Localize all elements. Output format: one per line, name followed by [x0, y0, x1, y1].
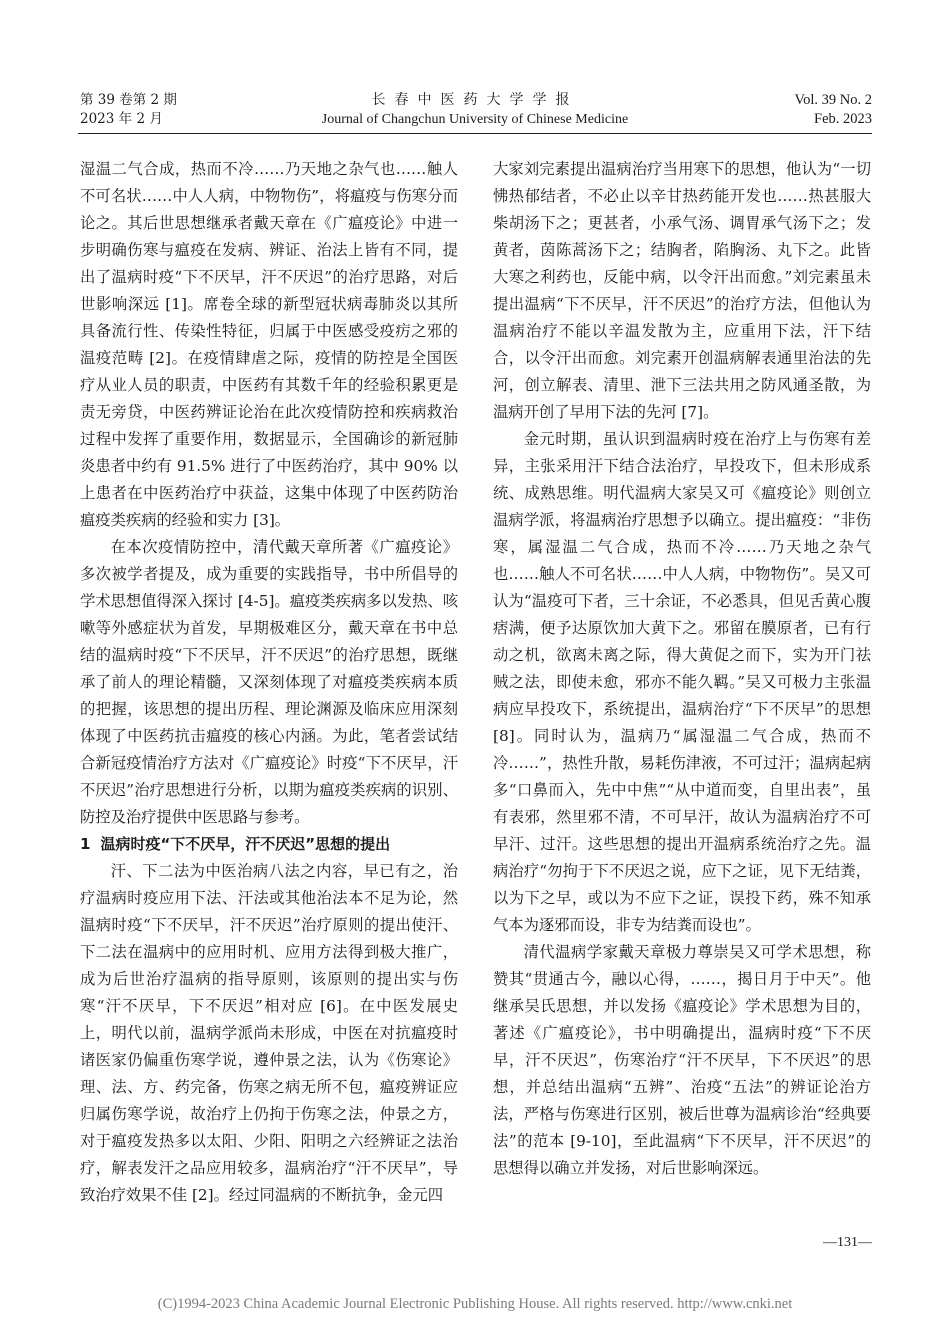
journal-title-cn: 长春中医药大学学报	[371, 92, 579, 108]
header-divider	[78, 133, 872, 134]
paragraph: 金元时期，虽认识到温病时疫在治疗上与伤寒有差异，主张采用汗下结合法治疗，早投攻下，但未形成系统、成熟思维。明代温病大家吴又可《瘟疫论》则创立温病学派，将温病治疗思想予以确立。提出瘟疫：“非伤寒，属湿温二气合成，热而不冷……乃天地之杂气也……触人不可名状……中人人病，中物物伤”。吴又可认为“温疫可下者，三十余证，不必悉具，但见舌黄心腹痞满，便予达原饮加大黄下之。邪留在膜原者，已有行动之机，欲离未离之际，得大黄促之而下，实为开门祛贼之法，即使未愈，邪亦不能久羁。”吴又可极力主张温病应早投攻下，系统提出，温病治疗“下不厌早”的思想 [8]。同时认为，温病乃“属湿温二气合成，热而不冷……”，热性升散，易耗伤津液，不可过汗；温病起病多“口鼻而入，先中中焦”“从中道而变，自里出表”，虽有表邪，然里邪不清，不可早汗，故认为温病治疗不可早汗、过汗。这些思想的提出开温病系统治疗之先。温病治疗“勿拘于下不厌迟之说，应下之证，见下无结粪，以为下之早，或以为不应下之证，误投下药，殊不知承气本为逐邪而设，非专为结粪而设也”。	[493, 430, 871, 934]
volume-issue-en: Vol. 39 No. 2	[794, 92, 872, 108]
paragraph: 在本次疫情防控中，清代戴天章所著《广瘟疫论》多次被学者提及，成为重要的实践指导，书中所倡导的学术思想值得深入探讨 [4-5]。瘟疫类疾病多以发热、咳嗽等外感症状为首发，早期极难区分，戴天章在书中总结的温病时疫“下不厌早，汗不厌迟”的治疗思想，既继承了前人的理论精髓，又深刻体现了对瘟疫类疾病本质的把握，该思想的提出历程、理论渊源及临床应用深刻体现了中医药抗击瘟疫的核心内涵。为此，笔者尝试结合新冠疫情治疗方法对《广瘟疫论》时疫“下不厌早，汗不厌迟”治疗思想进行分析，以期为瘟疫类疾病的识别、防控及治疗提供中医思路与参考。	[80, 538, 458, 826]
section-number: 1	[80, 835, 91, 853]
left-column	[80, 156, 458, 1209]
paragraph: 汗、下二法为中医治病八法之内容，早已有之，治疗温病时疫应用下法、汗法或其他治法本不足为论，然温病时疫“下不厌早，汗不厌迟”治疗原则的提出使汗、下二法在温病中的应用时机、应用方法得到极大推广，成为后世治疗温病的指导原则，该原则的提出实与伤寒“汗不厌早，下不厌迟”相对应 [6]。在中医发展史上，明代以前，温病学派尚未形成，中医在对抗瘟疫时诸医家仍偏重伤寒学说，遵仲景之法，认为《伤寒论》理、法、方、药完备，伤寒之病无所不包，瘟疫辨证应归属伤寒学说，故治疗上仍拘于伤寒之法，仲景之方，对于瘟疫发热多以太阳、少阳、阳明之六经辨证之法治疗，解表发汗之品应用较多，温病治疗“汗不厌早”，导致治疗效果不佳 [2]。经过同温病的不断抗争，金元四	[80, 862, 458, 1204]
paragraph: 清代温病学家戴天章极力尊崇吴又可学术思想，称赞其“贯通古今，融以心得，……，揭日月于中天”。他继承吴氏思想，并以发扬《瘟疫论》学术思想为目的，著述《广瘟疫论》，书中明确提出，温病时疫“下不厌早，汗不厌迟”，伤寒治疗“汗不厌早，下不厌迟”的思想，并总结出温病“五辨”、治疫“五法”的辨证论治方法，严格与伤寒进行区别，被后世尊为温病诊治“经典要法”的范本 [9-10]，至此温病“下不厌早，汗不厌迟”的思想得以确立并发扬，对后世影响深远。	[493, 943, 871, 1177]
section-heading	[80, 831, 458, 858]
journal-title-en: Journal of Changchun University of Chinese Medicine	[321, 112, 629, 127]
section-title: 温病时疫“下不厌早，汗不厌迟”思想的提出	[100, 835, 391, 853]
publication-date-en: Feb. 2023	[814, 111, 872, 127]
journal-issue-info-en	[795, 91, 872, 129]
right-column	[493, 156, 871, 1182]
paragraph: 湿温二气合成，热而不冷……乃天地之杂气也……触人不可名状……中人人病，中物物伤”，将瘟疫与伤寒分而论之。其后世思想继承者戴天章在《广瘟疫论》中进一步明确伤寒与瘟疫在发病、辨证、治法上皆有不同，提出了温病时疫“下不厌早，汗不厌迟”的治疗思路，对后世影响深远 [1]。席卷全球的新型冠状病毒肺炎以其所具备流行性、传染性特征，归属于中医感受疫疠之邪的温疫范畴 [2]。在疫情肆虐之际，疫情的防控是全国医疗从业人员的职责，中医药有其数千年的经验积累更是责无旁贷，中医药辨证论治在此次疫情防控和疾病救治过程中发挥了重要作用，数据显示，全国确诊的新冠肺炎患者中约有 91.5% 进行了中医药治疗，其中 90% 以上患者在中医药治疗中获益，这集中体现了中医药防治瘟疫类疾病的经验和实力 [3]。	[80, 160, 458, 529]
page-number: —131—	[823, 1235, 872, 1250]
paragraph: 大家刘完素提出温病治疗当用寒下的思想，他认为“一切怫热郁结者，不必止以辛甘热药能开发也……热甚服大柴胡汤下之；更甚者，小承气汤、调胃承气汤下之；发黄者，茵陈蒿汤下之；结胸者，陷胸汤、丸下之。此皆大寒之利药也，反能中病，以令汗出而愈。”刘完素虽未提出温病“下不厌早，汗不厌迟”的治疗方法，但他认为温病治疗不能以辛温发散为主，应重用下法，汗下结合，以令汗出而愈。刘完素开创温病解表通里治法的先河，创立解表、清里、泄下三法共用之防风通圣散，为温病开创了早用下法的先河 [7]。	[493, 160, 871, 421]
publication-date: 2023 年 2 月	[80, 111, 163, 127]
copyright-footer: (C)1994-2023 China Academic Journal Electronic Publishing House. All rights reserved. http://www.cnki.net	[157, 1296, 793, 1312]
volume-issue: 第 39 卷第 2 期	[80, 92, 177, 108]
